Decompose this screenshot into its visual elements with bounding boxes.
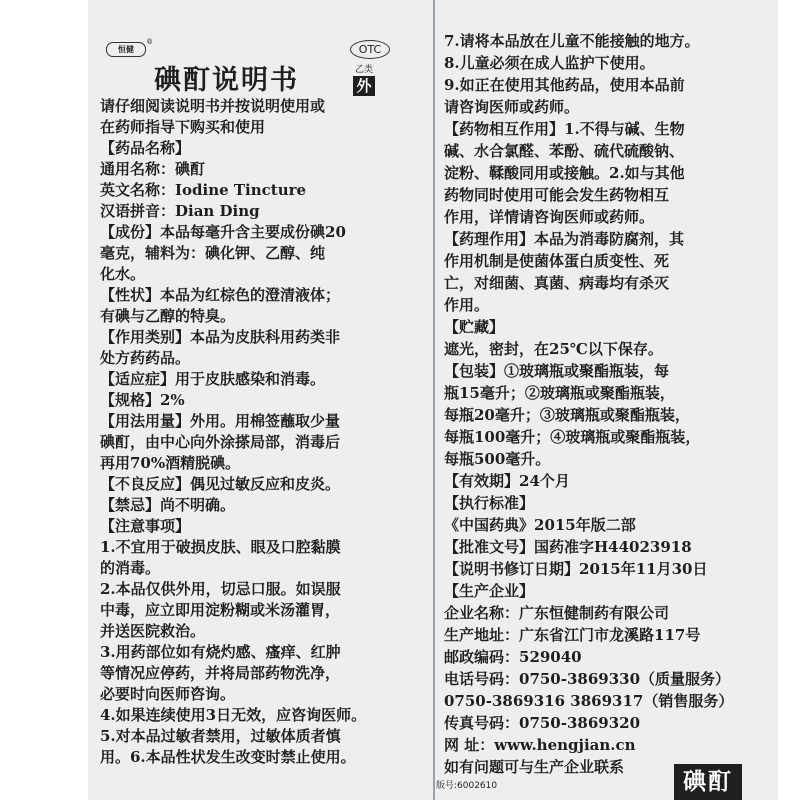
leaflet-header	[100, 4, 428, 96]
right-text-line: 作用。	[444, 296, 490, 314]
left-text-line: 汉语拼音：Dian Ding	[100, 202, 260, 220]
right-text-line: 电话号码：0750-3869330（质量服务）	[444, 670, 731, 688]
left-text-line: 并送医院救治。	[100, 622, 206, 640]
right-text-line: 【执行标准】	[444, 494, 535, 512]
left-text-line: 请仔细阅读说明书并按说明使用或	[100, 97, 326, 115]
left-text-line: 【禁忌】尚不明确。	[100, 496, 236, 514]
right-text-line: 9.如正在使用其他药品，使用本品前	[444, 76, 685, 94]
right-text-line: 瓶15毫升；②玻璃瓶或聚酯瓶装，	[444, 384, 675, 402]
column-divider	[433, 0, 435, 800]
left-text-line: 1.不宜用于破损皮肤、眼及口腔黏膜	[100, 538, 341, 556]
page-title: 碘酊说明书	[154, 65, 299, 96]
right-text-line: 【包装】①玻璃瓶或聚酯瓶装，每	[444, 362, 670, 380]
right-text-line: 7.请将本品放在儿童不能接触的地方。	[444, 32, 700, 50]
left-text-line: 用。6.本品性状发生改变时禁止使用。	[100, 748, 356, 766]
right-text-line: 作用机制是使菌体蛋白质变性、死	[444, 252, 670, 270]
left-text-line: 有碘与乙醇的特臭。	[100, 307, 236, 325]
left-column	[100, 4, 428, 768]
left-text-line: 再用70%酒精脱碘。	[100, 454, 241, 472]
product-name-tab: 碘酊	[674, 764, 742, 800]
right-text-line: 淀粉、鞣酸同用或接触。2.如与其他	[444, 164, 685, 182]
left-text-line: 【规格】2%	[100, 391, 185, 409]
left-text-line: 毫克，辅料为：碘化钾、乙醇、纯	[100, 244, 326, 262]
right-text-line: 【药物相互作用】1.不得与碱、生物	[444, 120, 685, 138]
left-text-line: 处方药药品。	[100, 349, 191, 367]
left-text-line: 【作用类别】本品为皮肤科用药类非	[100, 328, 341, 346]
right-text-line: 8.儿童必须在成人监护下使用。	[444, 54, 655, 72]
right-text-line: 亡，对细菌、真菌、病毒均有杀灭	[444, 274, 670, 292]
left-text-line: 中毒，应立即用淀粉糊或米汤灌胃，	[100, 601, 341, 619]
right-text-line: 《中国药典》2015年版二部	[444, 516, 636, 534]
otc-badge: OTC	[350, 40, 390, 59]
external-use-badge: 外	[353, 76, 375, 96]
left-text-line: 通用名称：碘酊	[100, 160, 206, 178]
otc-class-label: 乙类	[355, 65, 374, 75]
right-text-block	[444, 30, 780, 778]
left-text-line: 【成份】本品每毫升含主要成份碘20	[100, 223, 346, 241]
left-text-line: 【用法用量】外用。用棉签蘸取少量	[100, 412, 341, 430]
right-text-line: 遮光，密封，在25℃以下保存。	[444, 340, 663, 358]
registered-mark: ®	[146, 38, 153, 46]
left-text-line: 5.对本品过敏者禁用，过敏体质者慎	[100, 727, 341, 745]
left-text-line: 化水。	[100, 265, 146, 283]
left-text-line: 等情况应停药，并将局部药物洗净，	[100, 664, 341, 682]
version-number: 版号:6002610	[436, 781, 498, 791]
right-text-line: 网 址：www.hengjian.cn	[444, 736, 636, 754]
right-text-line: 每瓶100毫升；④玻璃瓶或聚酯瓶装，	[444, 428, 701, 446]
left-text-line: 2.本品仅供外用，切忌口服。如误服	[100, 580, 341, 598]
left-text-block	[100, 96, 428, 768]
left-text-line: 碘酊，由中心向外涂搽局部，消毒后	[100, 433, 341, 451]
right-text-line: 每瓶500毫升。	[444, 450, 551, 468]
right-column	[444, 30, 780, 778]
brand-logo: 恒健	[106, 42, 146, 57]
right-text-line: 传真号码：0750-3869320	[444, 714, 641, 732]
right-text-line: 【药理作用】本品为消毒防腐剂，其	[444, 230, 685, 248]
left-text-line: 【性状】本品为红棕色的澄清液体；	[100, 286, 341, 304]
right-text-line: 作用，详情请咨询医师或药师。	[444, 208, 655, 226]
right-text-line: 生产地址：广东省江门市龙溪路117号	[444, 626, 701, 644]
right-text-line: 【批准文号】国药准字H44023918	[444, 538, 692, 556]
left-text-line: 英文名称：Iodine Tincture	[100, 181, 307, 199]
right-text-line: 每瓶20毫升；③玻璃瓶或聚酯瓶装，	[444, 406, 690, 424]
right-text-line: 0750-3869316 3869317（销售服务）	[444, 692, 734, 710]
left-text-line: 【药品名称】	[100, 139, 191, 157]
left-text-line: 在药师指导下购买和使用	[100, 118, 266, 136]
right-text-line: 【贮藏】	[444, 318, 505, 336]
left-text-line: 3.用药部位如有烧灼感、瘙痒、红肿	[100, 643, 341, 661]
left-text-line: 必要时向医师咨询。	[100, 685, 236, 703]
left-text-line: 的消毒。	[100, 559, 161, 577]
left-text-line: 【适应症】用于皮肤感染和消毒。	[100, 370, 326, 388]
right-text-line: 【有效期】24个月	[444, 472, 570, 490]
right-text-line: 药物同时使用可能会发生药物相互	[444, 186, 670, 204]
left-text-line: 【注意事项】	[100, 517, 191, 535]
right-text-line: 【说明书修订日期】2015年11月30日	[444, 560, 708, 578]
right-text-line: 请咨询医师或药师。	[444, 98, 580, 116]
right-text-line: 【生产企业】	[444, 582, 535, 600]
left-text-line: 4.如果连续使用3日无效，应咨询医师。	[100, 706, 367, 724]
right-text-line: 碱、水合氯醛、苯酚、硫代硫酸钠、	[444, 142, 685, 160]
right-text-line: 企业名称：广东恒健制药有限公司	[444, 604, 670, 622]
right-text-line: 邮政编码：529040	[444, 648, 582, 666]
right-text-line: 如有问题可与生产企业联系	[444, 758, 625, 776]
left-text-line: 【不良反应】偶见过敏反应和皮炎。	[100, 475, 341, 493]
